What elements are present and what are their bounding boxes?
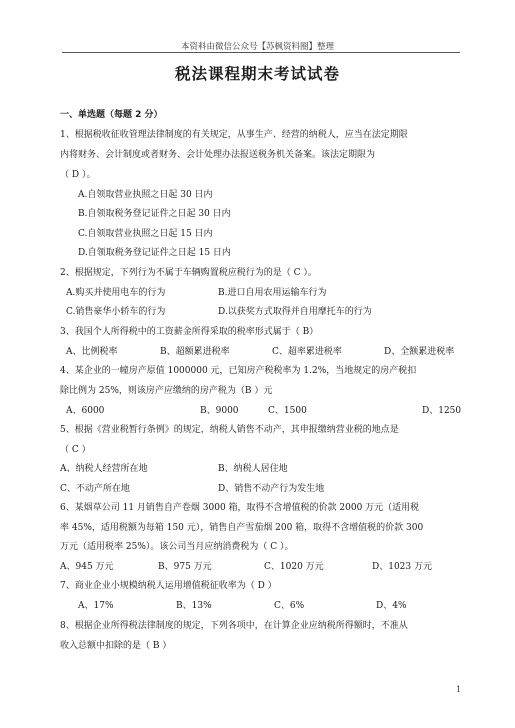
question-6-option-b: B、975 万元 [158,562,212,572]
question-2-text: 2、根据规定，下列行为不属于车辆购置税应税行为的是（ C ）。 [60,268,317,278]
question-6-text-line-2: 率 45%，适用税额为每箱 150 元），销售自产雪茄烟 200 箱，取得不含增值税的价款 300 [60,523,424,533]
question-1-text-line-2: 内将财务、会计制度或者财务、会计处理办法报送税务机关备案。该法定期限为 [60,150,376,160]
question-3-option-c: C、超率累进税率 [272,347,342,357]
question-5-option-b: B、纳税人居住地 [218,464,288,474]
question-5-text-line-1: 5、根据《营业税暂行条例》的规定，纳税人销售不动产，其申报缴纳营业税的地点是 [60,425,399,435]
question-2-option-d: D.以获奖方式取得并自用摩托车的行为 [218,307,372,317]
question-1-option-c: C.自领取营业执照之日起 15 日内 [78,229,213,239]
question-1-text-line-3: （ D ）。 [60,170,96,180]
question-7-option-d: D、4% [376,601,407,611]
question-5-option-a: A、纳税人经营所在地 [60,464,148,474]
question-8-text-line-2: 收入总额中扣除的是（ B ） [60,641,172,651]
question-7-option-b: B、13% [176,601,212,611]
question-5-option-c: C、不动产所在地 [60,484,130,494]
question-6-text-line-1: 6、某烟草公司 11 月销售自产卷烟 3000 箱，取得不含增值税的价款 2000 万元（适用税 [60,503,420,513]
question-8-text-line-1: 8、根据企业所得税法律制度的规定，下列各项中，在计算企业应纳税所得额时，不准从 [60,621,408,631]
question-3-option-d: D、全额累进税率 [384,347,455,357]
question-5-text-line-2: （ C ） [60,445,91,455]
header-note: 本资料由微信公众号【苏枫资料圈】整理 [180,42,334,52]
question-3-option-a: A、比例税率 [66,347,118,357]
header-divider [62,52,460,53]
question-7-text: 7、商业企业小规模纳税人运用增值税征收率为（ D ） [60,581,277,591]
question-6-option-a: A、945 万元 [60,562,114,572]
question-1-option-d: D.自领取税务登记证件之日起 15 日内 [78,248,231,258]
question-4-option-a: A、6000 [66,406,105,416]
question-1-text-line-1: 1、根据税收征收管理法律制度的有关规定，从事生产、经营的纳税人，应当在法定期限 [60,130,408,140]
question-2-option-a: A.购买并使用电车的行为 [66,288,166,298]
question-4-option-b: B、9000 [200,406,239,416]
question-3-option-b: B、超额累进税率 [160,347,230,357]
section-heading: 一、单选题（每题 2 分） [60,110,163,120]
page-title: 税法课程期末考试试卷 [174,65,340,83]
question-4-text-line-2: 除比例为 25%，则该房产应缴纳的房产税为（B ）元 [60,386,273,396]
question-7-option-a: A、17% [78,601,114,611]
page-number: 1 [456,685,462,694]
question-7-option-c: C、6% [274,601,305,611]
question-6-text-line-3: 万元（适用税率 25%）。该公司当月应纳消费税为（ C ）。 [60,542,294,552]
question-4-option-c: C、1500 [268,406,307,416]
question-6-option-d: D、1023 万元 [372,562,432,572]
question-5-option-d: D、销售不动产行为发生地 [218,484,325,494]
question-4-option-d: D、1250 [422,406,462,416]
question-1-option-a: A.自领取营业执照之日起 30 日内 [78,190,213,200]
question-4-text-line-1: 4、某企业的一幢房产原值 1000000 元，已知房产税税率为 1.2%，当地规定的房产税扣 [60,366,417,376]
question-3-text: 3、我国个人所得税中的工资薪金所得采取的税率形式属于（ B） [60,327,319,337]
question-2-option-c: C.销售豪华小轿车的行为 [66,307,166,317]
question-6-option-c: C、1020 万元 [264,562,324,572]
question-1-option-b: B.自领取税务登记证件之日起 30 日内 [78,209,231,219]
question-2-option-b: B.进口自用农用运输车行为 [218,288,327,298]
